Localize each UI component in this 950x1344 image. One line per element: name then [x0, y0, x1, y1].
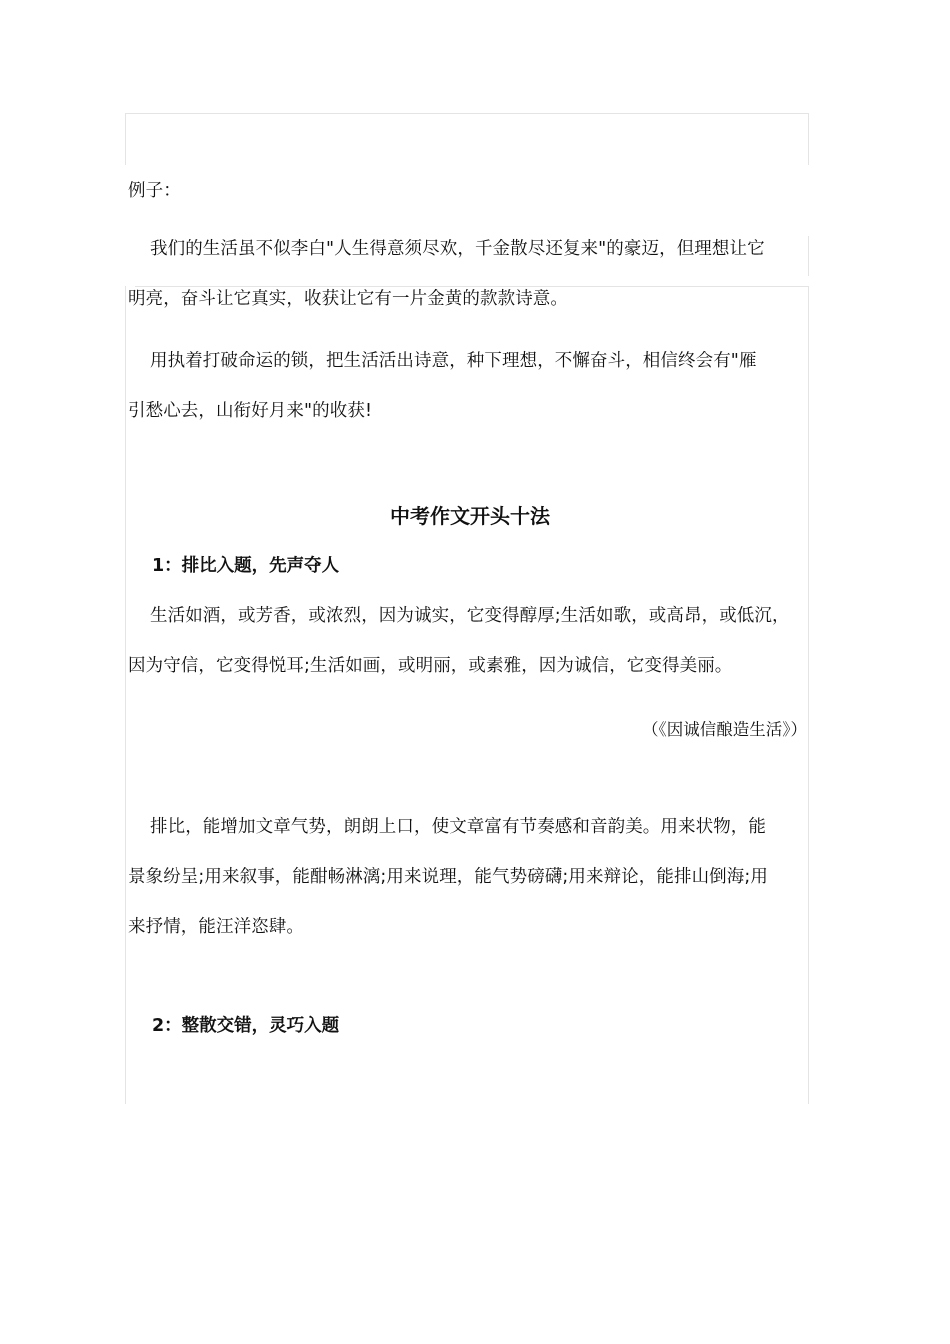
method1-explain-line2: 景象纷呈;用来叙事，能酣畅淋漓;用来说理，能气势磅礴;用来辩论，能排山倒海;用: [128, 867, 768, 887]
method1-explain-line1: 排比，能增加文章气势，朗朗上口，使文章富有节奏感和音韵美。用来状物，能: [150, 817, 766, 837]
frame-right-line-main: [808, 286, 809, 1104]
method2-title: 2：整散交错，灵巧入题: [152, 1016, 340, 1036]
paragraph2-line1: 用执着打破命运的锁，把生活活出诗意，种下理想，不懈奋斗，相信终会有"雁: [150, 351, 757, 371]
section-title: 中考作文开头十法: [390, 504, 550, 528]
method1-explain-line3: 来抒情，能汪洋恣肆。: [128, 917, 304, 937]
frame-left-line-top: [125, 113, 126, 165]
paragraph1-line1: 我们的生活虽不似李白"人生得意须尽欢，千金散尽还复来"的豪迈，但理想让它: [150, 239, 765, 259]
method1-example-line1: 生活如酒，或芳香，或浓烈，因为诚实，它变得醇厚;生活如歌，或高昂，或低沉，: [150, 606, 790, 626]
method1-title: 1：排比入题，先声夺人: [152, 556, 340, 576]
method1-example-line2: 因为守信，它变得悦耳;生活如画，或明丽，或素雅，因为诚信，它变得美丽。: [128, 656, 733, 676]
frame-right-line-top: [808, 113, 809, 165]
paragraph2-line2: 引愁心去，山衔好月来"的收获!: [128, 401, 373, 421]
method1-source: （《因诚信酿造生活》）: [642, 720, 807, 739]
frame-top-line: [125, 113, 809, 114]
paragraph1-line2: 明亮，奋斗让它真实，收获让它有一片金黄的款款诗意。: [128, 289, 568, 309]
frame-right-line-mid: [808, 236, 809, 276]
frame-left-line-main: [125, 286, 126, 1104]
example-label: 例子：: [128, 181, 181, 201]
frame-mid-line: [135, 286, 809, 287]
